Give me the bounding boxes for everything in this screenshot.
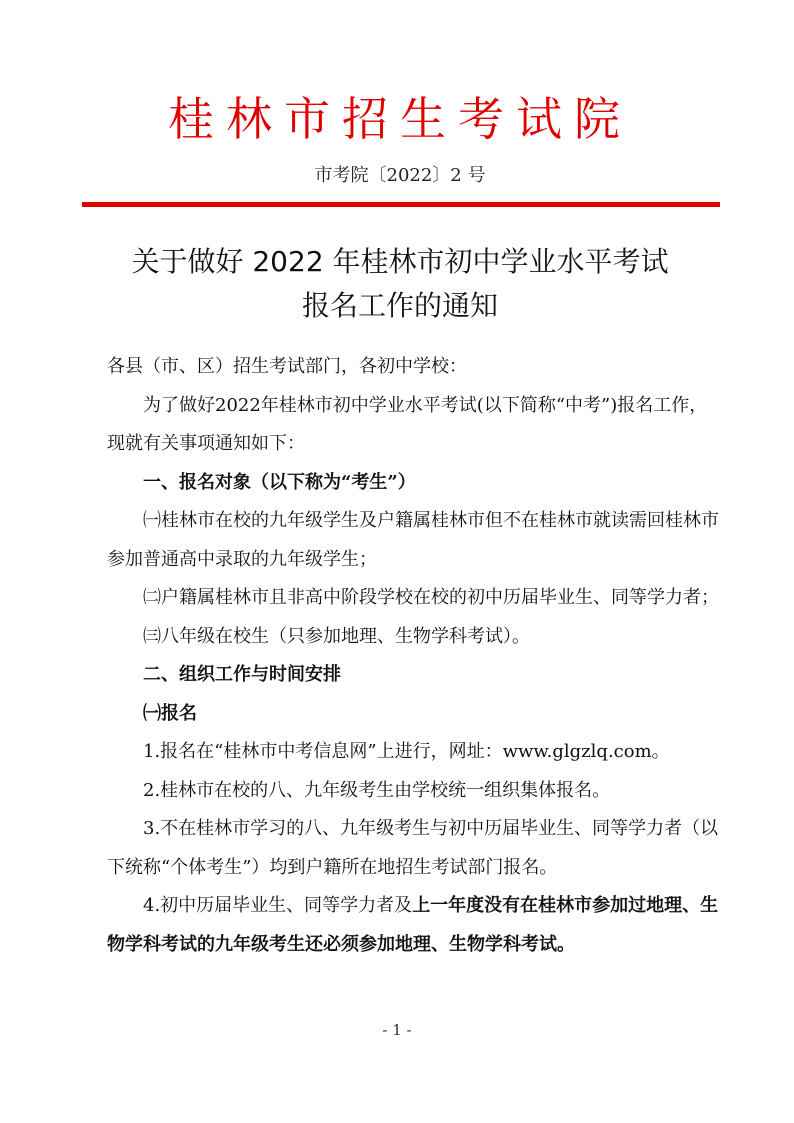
red-divider-line [82, 202, 720, 207]
notice-title-line-1: 关于做好 2022 年桂林市初中学业水平考试 [131, 245, 669, 278]
notice-body [107, 348, 723, 964]
section-2-subheading-registration: ㈠报名 [143, 702, 197, 724]
notice-title-line-2: 报名工作的通知 [301, 289, 498, 322]
page-number: - 1 - [382, 1021, 412, 1039]
section-2-heading: 二、组织工作与时间安排 [143, 664, 341, 685]
section-2-item-2: 2.桂林市在校的八、九年级考生由学校统一组织集体报名。 [143, 779, 611, 801]
salutation: 各县（市、区）招生考试部门，各初中学校： [107, 356, 467, 377]
section-1-item-1: ㈠桂林市在校的九年级学生及户籍属桂林市但不在桂林市就读需回桂林市参加普通高中录取的九年级学生； [107, 510, 719, 570]
section-1-item-3: ㈢八年级在校生（只参加地理、生物学科考试）。 [143, 625, 530, 647]
section-2-item-3: 3.不在桂林市学习的八、九年级考生与初中历届毕业生、同等学力者（以下统称“个体考生”）均到户籍所在地招生考试部门报名。 [107, 818, 719, 878]
intro-paragraph: 为了做好2022年桂林市初中学业水平考试(以下简称“中考”)报名工作，现就有关事项通知如下： [107, 394, 708, 454]
document-number: 市考院〔2022〕2 号 [314, 165, 486, 186]
notice-title [80, 240, 720, 328]
section-2-item-4-bold-text: 上一年度没有在桂林市参加过地理、生物学科考试的九年级考生还必须参加地理、生物学科考试。 [107, 895, 719, 955]
section-1-heading: 一、报名对象（以下称为“考生”） [143, 471, 416, 493]
section-2-item-4-normal-text: 4.初中历届毕业生、同等学力者及 [143, 895, 413, 916]
issuing-organization-title: 桂林市招生考试院 [168, 92, 632, 146]
section-2-item-1: 1.报名在“桂林市中考信息网”上进行，网址：www.glgzlq.com。 [143, 741, 670, 762]
section-2-item-4 [107, 887, 723, 964]
section-1-item-2: ㈡户籍属桂林市且非高中阶段学校在校的初中历届毕业生、同等学力者； [143, 587, 719, 608]
